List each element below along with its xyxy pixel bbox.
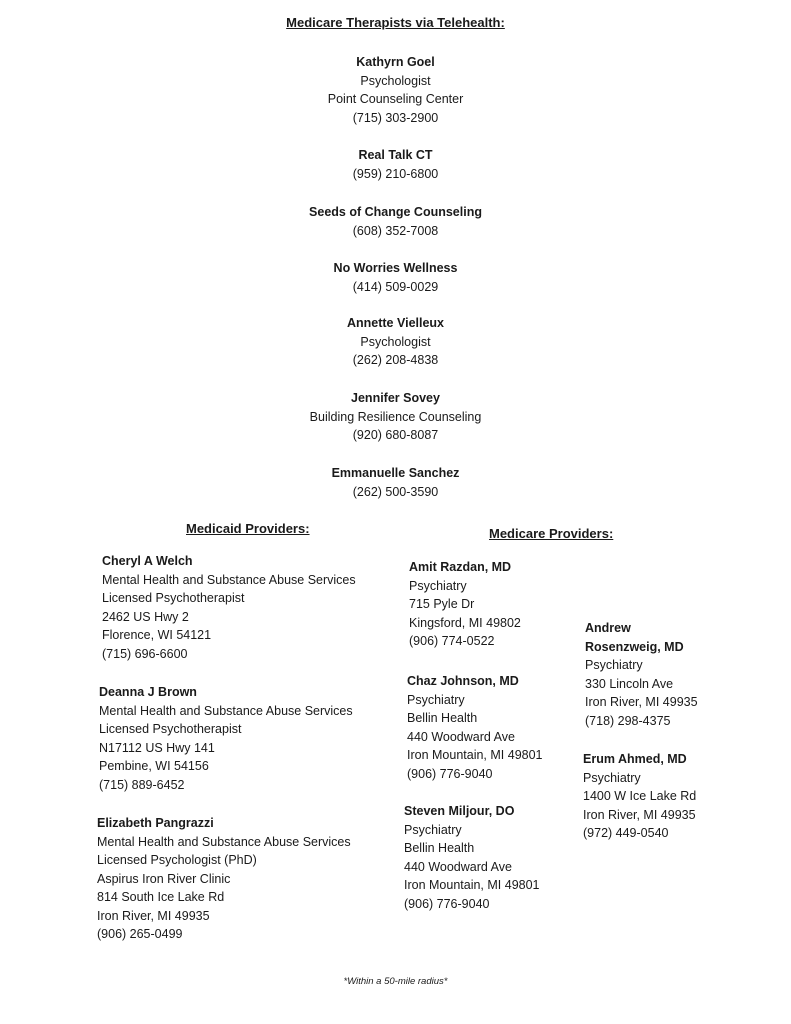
entry-phone: (608) 352-7008 [352, 223, 439, 238]
page-title: Medicare Therapists via Telehealth: [286, 15, 505, 30]
entry-name: Kathyrn Goel [356, 55, 435, 69]
entry-line: Licensed Psychotherapist [99, 722, 242, 736]
telehealth-entry-vielleux [0, 314, 791, 370]
entry-phone: (262) 208-4838 [352, 353, 439, 367]
medicare-heading: Medicare Providers: [489, 526, 614, 541]
entry-phone: (715) 889-6452 [99, 777, 185, 792]
entry-line: 1400 W Ice Lake Rd [583, 789, 697, 803]
entry-line: N17112 US Hwy 141 [99, 740, 215, 755]
entry-line: Mental Health and Substance Abuse Services [99, 703, 353, 718]
entry-line: Licensed Psychotherapist [102, 591, 245, 605]
entry-line: Psychologist [360, 73, 431, 88]
entry-line: Aspirus Iron River Clinic [97, 871, 231, 886]
telehealth-entry-goel [0, 53, 791, 127]
entry-line: Iron Mountain, MI 49801 [407, 748, 543, 762]
entry-line: Florence, WI 54121 [102, 628, 212, 642]
entry-name: Chaz Johnson, MD [407, 674, 519, 688]
entry-name: Seeds of Change Counseling [309, 205, 482, 219]
entry-phone: (906) 776-9040 [407, 766, 493, 781]
entry-line: Kingsford, MI 49802 [409, 615, 521, 630]
medicaid-provider-brown [99, 683, 353, 794]
entry-phone: (715) 696-6600 [102, 646, 188, 661]
entry-line: Psychiatry [583, 770, 641, 785]
entry-line: Mental Health and Substance Abuse Services [102, 572, 356, 587]
entry-phone: (906) 776-9040 [404, 896, 490, 911]
entry-line: Bellin Health [404, 841, 475, 855]
entry-name: Elizabeth Pangrazzi [97, 816, 214, 830]
entry-name: Deanna J Brown [99, 685, 197, 699]
entry-line: Iron River, MI 49935 [583, 807, 696, 822]
entry-line: Psychologist [360, 334, 431, 349]
telehealth-entry-sovey [0, 389, 791, 445]
telehealth-entry-sanchez [0, 464, 791, 501]
entry-line: Psychiatry [404, 822, 462, 837]
telehealth-entry-no-worries [0, 259, 791, 296]
entry-line: Iron River, MI 49935 [585, 695, 698, 709]
entry-line: Bellin Health [407, 711, 478, 725]
entry-phone: (715) 303-2900 [352, 110, 439, 125]
entry-line: 440 Woodward Ave [407, 729, 515, 744]
entry-phone: (414) 509-0029 [352, 279, 439, 294]
entry-name: Steven Miljour, DO [404, 804, 515, 818]
medicare-provider-miljour [404, 802, 540, 913]
entry-name: Real Talk CT [358, 148, 433, 162]
entry-phone: (906) 774-0522 [409, 634, 495, 648]
medicare-provider-ahmed [583, 750, 696, 843]
entry-line: Psychiatry [409, 578, 467, 593]
entry-line: 330 Lincoln Ave [585, 676, 674, 691]
entry-name: Amit Razdan, MD [409, 560, 512, 574]
entry-name: Annette Vielleux [346, 316, 445, 330]
entry-line: Point Counseling Center [327, 92, 464, 106]
entry-phone: (959) 210-6800 [352, 166, 439, 181]
entry-name: Andrew [585, 621, 631, 635]
entry-line: 440 Woodward Ave [404, 859, 512, 874]
entry-line: Licensed Psychologist (PhD) [97, 853, 257, 867]
entry-name: Jennifer Sovey [351, 391, 440, 405]
entry-line: Psychiatry [585, 658, 643, 672]
medicaid-provider-pangrazzi [97, 814, 351, 944]
entry-phone: (262) 500-3590 [352, 484, 439, 499]
medicare-provider-rosenzweig [585, 619, 698, 730]
telehealth-entry-seeds-of-change [0, 203, 791, 240]
medicaid-heading: Medicaid Providers: [186, 521, 310, 536]
entry-phone: (972) 449-0540 [583, 826, 669, 840]
entry-phone: (718) 298-4375 [585, 713, 671, 728]
entry-name: Erum Ahmed, MD [583, 752, 687, 766]
entry-line: Psychiatry [407, 692, 465, 707]
entry-phone: (920) 680-8087 [352, 428, 439, 442]
entry-name: No Worries Wellness [333, 261, 458, 275]
entry-line: 2462 US Hwy 2 [102, 609, 189, 624]
entry-name: Rosenzweig, MD [585, 639, 684, 654]
entry-line: 814 South Ice Lake Rd [97, 890, 225, 904]
footnote: *Within a 50-mile radius* [343, 976, 448, 987]
entry-line: Iron Mountain, MI 49801 [404, 878, 540, 892]
medicare-provider-razdan [409, 558, 521, 651]
entry-name: Emmanuelle Sanchez [331, 466, 460, 480]
entry-name: Cheryl A Welch [102, 554, 193, 568]
entry-line: Pembine, WI 54156 [99, 759, 209, 773]
telehealth-entry-real-talk [0, 146, 791, 183]
entry-phone: (906) 265-0499 [97, 927, 183, 941]
entry-line: Mental Health and Substance Abuse Services [97, 834, 351, 849]
entry-line: Building Resilience Counseling [309, 409, 482, 424]
medicaid-provider-welch [102, 552, 356, 663]
entry-line: Iron River, MI 49935 [97, 908, 210, 923]
entry-line: 715 Pyle Dr [409, 597, 475, 611]
medicare-provider-johnson [407, 672, 543, 783]
